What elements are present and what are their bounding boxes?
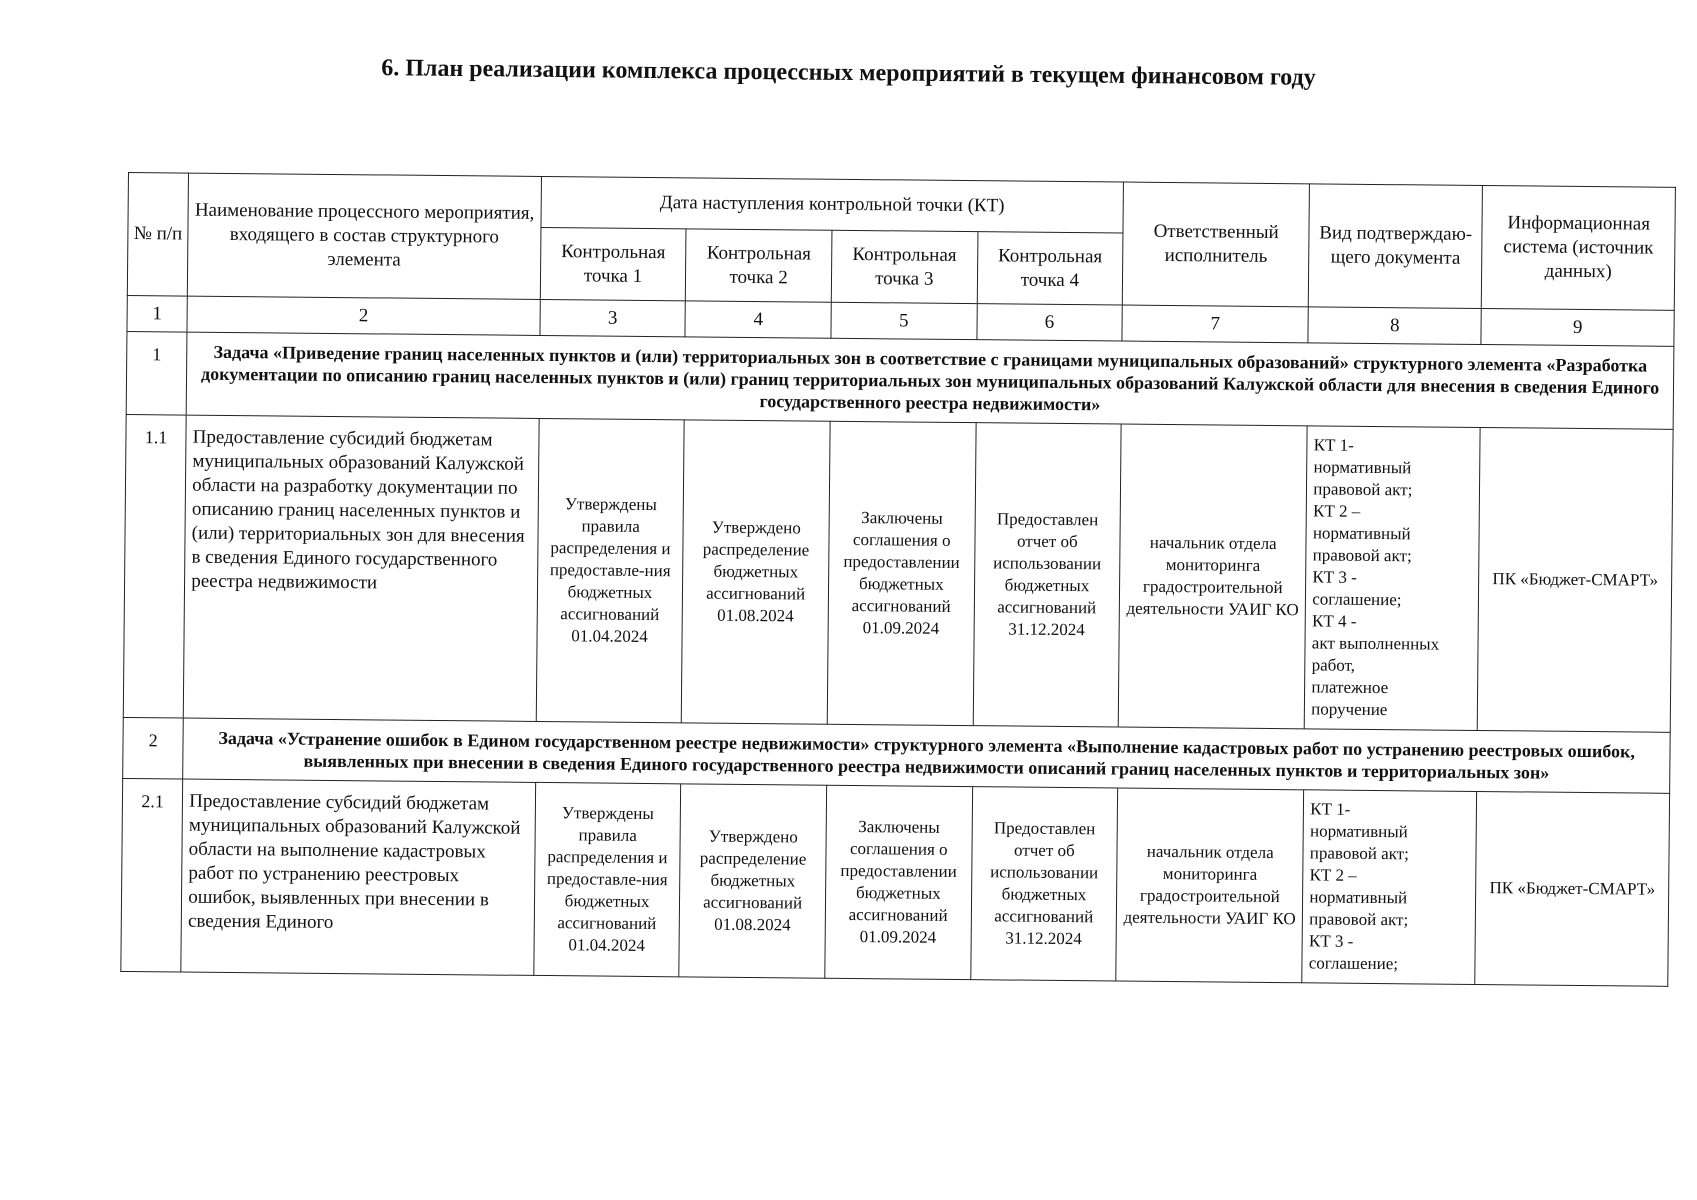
doc-line: акт выполненных — [1311, 633, 1440, 654]
header-row — [128, 173, 1675, 239]
doc-line: правовой акт; — [1309, 909, 1409, 930]
col-number: 5 — [831, 302, 977, 339]
header-kt-group: Дата наступления контрольной точки (КТ) — [541, 176, 1124, 233]
header-info-system: Информационная система (источник данных) — [1482, 186, 1676, 311]
doc-line: соглашение; — [1312, 589, 1402, 610]
col-number: 2 — [187, 296, 540, 335]
doc-line: правовой акт; — [1312, 545, 1412, 566]
kt1-cell: Утверждены правила распределения и предоставле-ния бюджетных ассигнований 01.04.2024 — [534, 782, 681, 976]
task-num: 2 — [123, 717, 184, 779]
responsible-cell: начальник отдела мониторинга градостроительной деятельности УАИГ КО — [1118, 424, 1307, 729]
doc-type-cell — [1305, 426, 1481, 731]
table-row — [123, 414, 1673, 732]
task-num: 1 — [126, 331, 187, 415]
doc-line: нормативный — [1312, 523, 1411, 544]
header-responsible: Ответственный исполнитель — [1122, 182, 1309, 307]
kt2-cell: Утверждено распределение бюджетных ассигнований 01.08.2024 — [682, 420, 831, 724]
col-number: 8 — [1308, 307, 1481, 345]
task-row — [126, 331, 1674, 429]
col-number: 1 — [127, 295, 188, 332]
kt3-cell: Заключены соглашения о предоставлении бюджетных ассигнований 01.09.2024 — [825, 785, 972, 979]
doc-line: нормативный — [1309, 887, 1408, 908]
row-num: 1.1 — [123, 414, 186, 718]
doc-line: работ, — [1311, 655, 1356, 675]
kt4-cell: Предоставлен отчет об использовании бюджетных ассигнований 31.12.2024 — [973, 423, 1122, 727]
doc-line: КТ 4 - — [1311, 611, 1357, 631]
kt3-cell: Заключены соглашения о предоставлении бюджетных ассигнований 01.09.2024 — [827, 421, 976, 725]
header-doc-type: Вид подтверждаю-щего документа — [1309, 184, 1483, 309]
doc-line: правовой акт; — [1313, 479, 1413, 500]
col-number: 9 — [1481, 308, 1674, 346]
doc-line: соглашение; — [1308, 953, 1399, 974]
doc-line: КТ 2 – — [1313, 501, 1361, 521]
col-number: 4 — [685, 301, 831, 338]
doc-line: нормативный — [1313, 457, 1412, 478]
plan-table — [120, 172, 1676, 987]
activity-name: Предоставление субсидий бюджетам муниципальных образований Калужской области на разработку документации по описанию границ населенных пунктов и (или) территориальных зон для внесения в сведения Единого государственного реестра недвижимости — [183, 415, 538, 721]
header-num: № п/п — [127, 173, 188, 297]
row-num: 2.1 — [121, 778, 183, 972]
info-system-cell: ПК «Бюджет-СМАРТ» — [1475, 791, 1670, 986]
doc-line: КТ 3 - — [1308, 931, 1354, 951]
table-row — [121, 778, 1670, 986]
header-kt4: Контрольная точка 4 — [977, 232, 1123, 305]
doc-type-cell — [1302, 790, 1477, 985]
doc-line: КТ 1- — [1313, 435, 1354, 455]
info-system-cell: ПК «Бюджет-СМАРТ» — [1477, 427, 1673, 732]
responsible-cell: начальник отдела мониторинга градостроительной деятельности УАИГ КО — [1116, 788, 1304, 983]
header-name: Наименование процессного мероприятия, входящего в состав структурного элемента — [188, 173, 542, 299]
activity-name: Предоставление субсидий бюджетам муниципальных образований Калужской области на выполнение кадастровых работ по устранению реестровых ошибок, выявленных при внесении в сведения Единого — [181, 779, 535, 975]
plan-table-container — [120, 172, 1676, 987]
kt2-cell: Утверждено распределение бюджетных ассигнований 01.08.2024 — [679, 784, 826, 978]
doc-line: платежное — [1311, 677, 1389, 698]
doc-line: нормативный — [1309, 821, 1408, 842]
page-title: 6. План реализации комплекса процессных мероприятий в текущем финансовом году — [381, 55, 1316, 91]
doc-line: КТ 1- — [1310, 799, 1351, 819]
task-text: Задача «Приведение границ населенных пунктов и (или) территориальных зон в соответствие с границами муниципальных образований» структурного элемента «Разработка документации по описанию границ населенных пунктов и (или) границ территориальных зон муниципальных образований Калужской области для внесения в сведения Единого государственного реестра недвижимости» — [186, 332, 1674, 429]
doc-line: правовой акт; — [1309, 843, 1409, 864]
header-kt2: Контрольная точка 2 — [686, 229, 832, 302]
doc-line: КТ 2 – — [1309, 865, 1357, 885]
doc-line: КТ 3 - — [1312, 567, 1357, 587]
header-kt1: Контрольная точка 1 — [540, 227, 686, 300]
header-kt3: Контрольная точка 3 — [831, 230, 977, 303]
kt1-cell: Утверждены правила распределения и предоставле-ния бюджетных ассигнований 01.04.2024 — [536, 418, 685, 722]
kt4-cell: Предоставлен отчет об использовании бюджетных ассигнований 31.12.2024 — [970, 787, 1117, 981]
col-number: 7 — [1122, 305, 1308, 343]
task-text: Задача «Устранение ошибок в Едином государственном реестре недвижимости» структурного элемента «Выполнение кадастровых работ по устранению реестровых ошибок, выявленных при внесении в сведения Единого государственного реестра недвижимости описаний границ населенных пунктов и территориальных зон» — [183, 718, 1670, 793]
doc-line: поручение — [1311, 699, 1388, 720]
col-number: 3 — [540, 299, 686, 336]
col-number: 6 — [976, 304, 1122, 341]
